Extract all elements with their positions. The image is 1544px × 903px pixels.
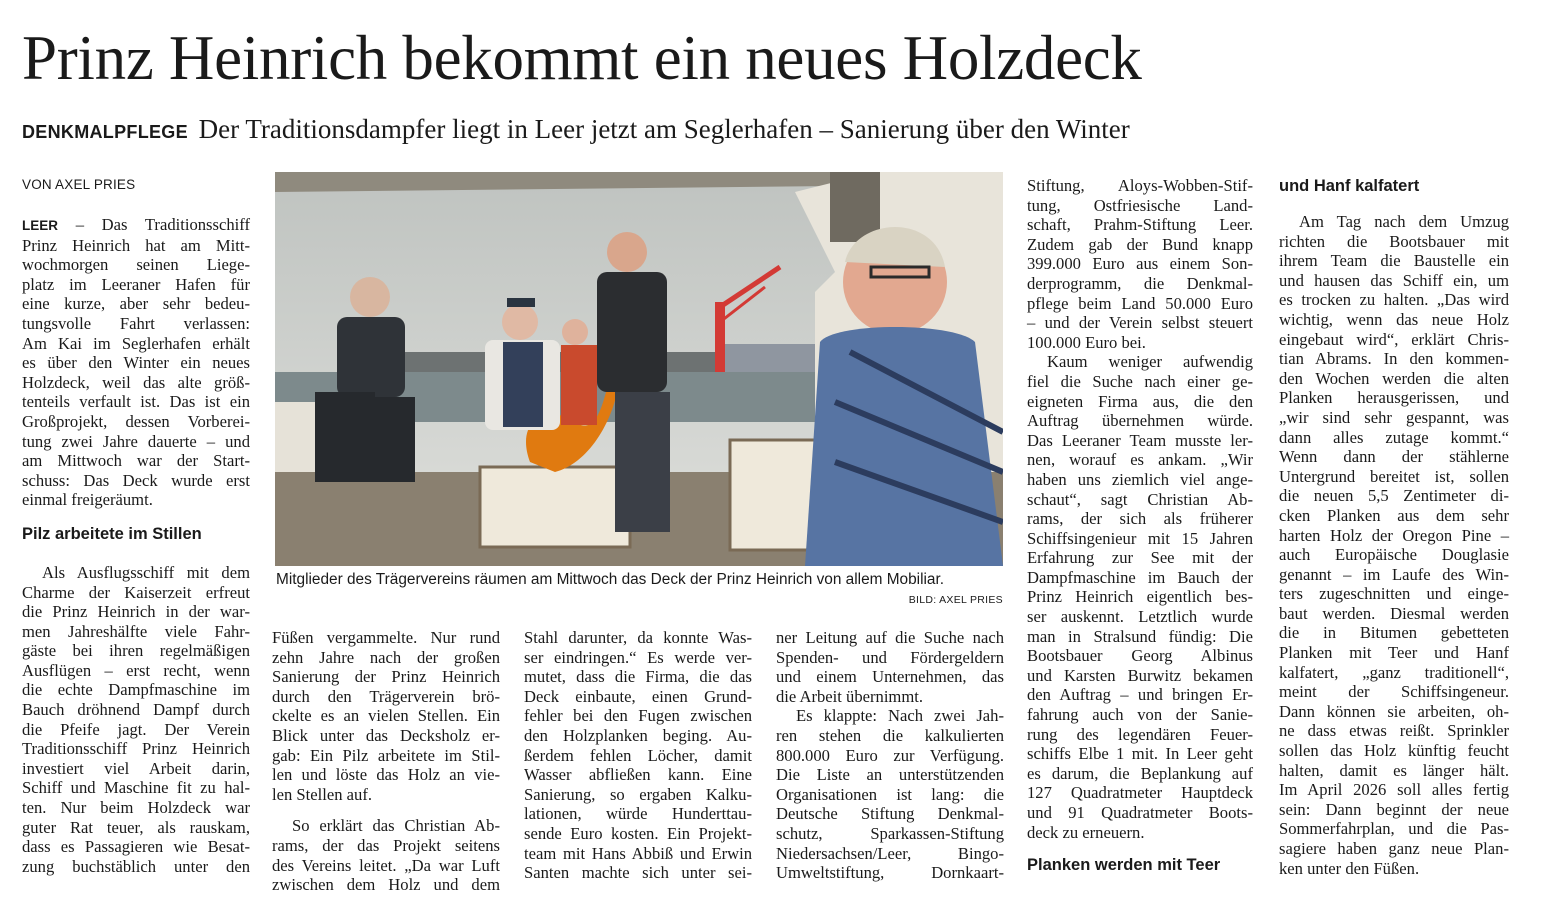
text-line: Dann können sie arbeiten, oh- — [1279, 701, 1509, 721]
dateline: LEER — [22, 218, 59, 233]
text-line: LEER – Das Traditionsschiff — [22, 215, 250, 234]
text-line: es über den Winter ein neues — [22, 353, 250, 373]
text-line: Sanierung der Prinz Heinrich — [272, 667, 500, 687]
text-line: die Prinz Heinrich in der war- — [22, 602, 250, 622]
text-line: Prinz Heinrich eigentlich bes- — [1027, 587, 1253, 607]
text-line: – und der Verein selbst steuert — [1027, 313, 1253, 333]
text-line: auch Europäische Douglasie — [1279, 545, 1509, 565]
text-line: investiert viel Arbeit darin, — [22, 758, 250, 778]
text-line: Santen machte sich unter sei- — [524, 863, 752, 883]
column-5 — [1027, 176, 1253, 875]
text-line: Deutsche Stiftung Denkmal- — [776, 804, 1004, 824]
text-line: cken Planken aus dem sehr — [1279, 505, 1509, 525]
text-line: Stiftung, Aloys-Wobben-Stif- — [1027, 176, 1253, 195]
text-line: die Arbeit übernimmt. — [776, 686, 924, 706]
text-line: eingebaut wird“, erklärt Chris- — [1279, 329, 1509, 349]
text-line: ken unter den Füßen. — [1279, 858, 1420, 878]
text-line: ser auskennt. Letztlich wurde — [1027, 607, 1253, 627]
text-line: Spenden- und Fördergeldern — [776, 647, 1004, 667]
text-line: rung des legendären Feuer- — [1027, 724, 1253, 744]
text-line: wichtig, wenn das neue Holz — [1279, 309, 1509, 329]
text-line: schiffs Elbe 1 mit. In Leer geht — [1027, 744, 1253, 764]
text-line: richten die Bootsbauer mit — [1279, 231, 1509, 251]
text-line: ters zugeschnitten und einge- — [1279, 584, 1509, 604]
text-line: zung buchstäblich unter den — [22, 856, 250, 876]
text-line: Kaum weniger aufwendig — [1047, 352, 1253, 372]
text-line: ßerdem fehlen Löcher, damit — [524, 745, 752, 765]
text-line: und Karsten Burwitz bekamen — [1027, 665, 1253, 685]
text-line: platz im Leeraner Hafen für — [22, 274, 250, 294]
text-line: eigneten Firma aus, die den — [1027, 391, 1253, 411]
text-line: tenteils verfault ist. Das ist ein — [22, 392, 250, 412]
text-line: harten Holz der Oregon Pine – — [1279, 525, 1509, 545]
text-line: pflege beim Land 50.000 Euro — [1027, 293, 1253, 313]
text-line: gab: Ein Pilz arbeitete im Stil- — [272, 745, 500, 765]
text-line: men Jahreshälfte viele Fahr- — [22, 621, 250, 641]
text-line: durch den Trägerverein brö- — [272, 686, 500, 706]
text-line: Niedersachsen/Leer, Bingo- — [776, 843, 1004, 863]
text-line: ser eindringen.“ Es werde ver- — [524, 647, 752, 667]
text-line: dann alles zutage kommt.“ — [1279, 427, 1509, 447]
text-line: rams, der das Projekt seitens — [272, 835, 500, 855]
text-line: sagiere haben ganz neue Plan- — [1279, 839, 1509, 858]
text-line: die neuen 5,5 Zentimeter di- — [1279, 486, 1509, 506]
text-line: sein: Dann beginnt der neue — [1279, 799, 1509, 819]
text-line: tung, Ostfriesische Land- — [1027, 195, 1253, 215]
text-line: ten. Nur beim Holzdeck war — [22, 798, 250, 818]
column-2 — [272, 628, 500, 895]
text-line: So erklärt das Christian Ab- — [292, 816, 500, 836]
text-line: tungsvolle Fahrt verlassen: — [22, 313, 250, 333]
text-line: wochmorgen seinen Liege- — [22, 255, 250, 275]
text-line: tung zwei Jahre dauerte – und — [22, 431, 250, 451]
text-line: sende Euro kosten. Ein Projekt- — [524, 823, 752, 843]
text-line: die Pfeife jagt. Der Verein — [22, 719, 250, 739]
subhead-planken: Planken werden mit Teer — [1027, 856, 1221, 875]
text-line: den Auftrag – und bringen Er- — [1027, 685, 1253, 705]
text-line: Sommerfahrplan, und die Pas- — [1279, 819, 1509, 839]
text-line: fahrung auch von der Sanie- — [1027, 705, 1253, 725]
text-line: genannt – im Laufe des Win- — [1279, 564, 1509, 584]
text-line: Auftrag übernehmen würde. — [1027, 411, 1253, 431]
text-line: mutet, dass die Firma, die das — [524, 667, 752, 687]
text-line: Planken mit Teer und Hanf — [1279, 643, 1509, 663]
photo-illustration — [275, 172, 1003, 566]
text-line: deck zu erneuern. — [1027, 822, 1145, 842]
text-line: ckelte es an vielen Stellen. Ein — [272, 706, 500, 726]
text-line: tian Abrams. In den kommen- — [1279, 349, 1509, 369]
kicker: DENKMALPFLEGE — [22, 122, 188, 142]
text-line: Erfahrung zur See mit der — [1027, 548, 1253, 568]
text-line: Stahl darunter, da konnte Was- — [524, 628, 752, 647]
text-line: Schiffsingenieur mit 15 Jahren — [1027, 528, 1253, 548]
text-line: gäste bei ihren regelmäßigen — [22, 641, 250, 661]
text-line: meint der Schiffsingeneur. — [1279, 682, 1509, 702]
text-line: Traditionsschiff Prinz Heinrich — [22, 739, 250, 759]
text-line: Das Leeraner Team musste ler- — [1027, 430, 1253, 450]
text-line: den Wochen werden die alten — [1279, 368, 1509, 388]
text-line: des Vereins leitet. „Da war Luft — [272, 855, 500, 875]
text-line: es darum, die Beplankung auf — [1027, 763, 1253, 783]
text-line: nen, worauf es ankam. „Wir — [1027, 450, 1253, 470]
text-line: Wasser abfließen kann. Eine — [524, 765, 752, 785]
text-line: 800.000 Euro zur Verfügung. — [776, 745, 1004, 765]
text-line: len und löste das Holz an vie- — [272, 765, 500, 785]
text-line: fehler bei den Fugen zwischen — [524, 706, 752, 726]
text-line: kalfatert, „ganz traditionell“, — [1279, 662, 1509, 682]
deck-box — [480, 467, 630, 547]
subheadline — [22, 112, 1522, 149]
text-line: Prinz Heinrich hat am Mitt- — [22, 235, 250, 255]
column-3 — [524, 628, 752, 883]
headline: Prinz Heinrich bekommt ein neues Holzdeck — [22, 23, 1142, 93]
text-line: len Stellen auf. — [272, 784, 372, 804]
text-line: Bootsbauer Georg Albinus — [1027, 646, 1253, 666]
text-line: derprogramm, die Denkmal- — [1027, 273, 1253, 293]
text-line: baut werden. Diesmal werden — [1279, 603, 1509, 623]
text-line: den Holzplanken beging. Au- — [524, 725, 752, 745]
text-line: die in Bitumen gebetteten — [1279, 623, 1509, 643]
text-line: Ausflügen – erst recht, wenn — [22, 660, 250, 680]
text-line: team mit Hans Abbiß und Erwin — [524, 843, 752, 863]
text-line: Charme der Kaiserzeit erfreut — [22, 582, 250, 602]
text-line: ner Leitung auf die Suche nach — [776, 628, 1004, 647]
text-line: fiel die Suche nach einer ge- — [1027, 371, 1253, 391]
text-line: Am Tag nach dem Umzug — [1299, 212, 1509, 231]
text-line: und 91 Quadratmeter Boots- — [1027, 803, 1253, 822]
text-line: es trocken zu halten. „Das wird — [1279, 290, 1509, 310]
subhead-hanf: und Hanf kalfatert — [1279, 177, 1420, 195]
text-line: lationen, würde Hunderttau- — [524, 804, 752, 824]
text-line: 399.000 Euro aus einem Son- — [1027, 254, 1253, 274]
text-line: zwischen dem Holz und dem — [272, 875, 500, 895]
text-line: 127 Quadratmeter Hauptdeck — [1027, 783, 1253, 803]
text-line: schuss: Das Deck wurde erst — [22, 470, 250, 490]
text-line: Es klappte: Nach zwei Jah- — [796, 706, 1004, 726]
text-line: und einem Unternehmen, das — [776, 667, 1004, 687]
text-line: Holzdeck, weil das alte größ- — [22, 372, 250, 392]
subheadline-text: Der Traditionsdampfer liegt in Leer jetzt am Seglerhafen – Sanierung über den Winter — [198, 114, 1130, 144]
text-line: Wenn dann der stählerne — [1279, 447, 1509, 467]
column-4 — [776, 628, 1004, 883]
text-line: schaft, Prahm-Stiftung Leer. — [1027, 215, 1253, 235]
text-line: Im April 2026 soll alles fertig — [1279, 780, 1509, 800]
deck-box-right — [730, 440, 820, 550]
text-line: Als Ausflugsschiff mit dem — [42, 562, 250, 582]
text-line: schaut“, sagt Christian Ab- — [1027, 489, 1253, 509]
text-line: rams, der sich als früherer — [1027, 509, 1253, 529]
text-line: die echte Dampfmaschine im — [22, 680, 250, 700]
text-line: sollen das Holz künftig feucht — [1279, 741, 1509, 761]
text-line: Untergrund bereitet ist, sollen — [1279, 466, 1509, 486]
text-line: „wir sind sehr gespannt, was — [1279, 407, 1509, 427]
column-1 — [22, 215, 250, 876]
text-line: Blick unter das Decksholz er- — [272, 725, 500, 745]
text-line: Die Liste an unterstützenden — [776, 765, 1004, 785]
text-line: eine kurze, aber sehr bedeu- — [22, 294, 250, 314]
text-line: ren stehen die kalkulierten — [776, 725, 1004, 745]
photo-caption: Mitglieder des Trägervereins räumen am Mittwoch das Deck der Prinz Heinrich von allem Mobiliar. — [276, 571, 945, 588]
text-line: haben uns ziemlich viel ange- — [1027, 469, 1253, 489]
text-line: Schiff und Maschine fit zu hal- — [22, 778, 250, 798]
text-line: Planken herausgerissen, und — [1279, 388, 1509, 408]
article-photo — [275, 172, 1003, 566]
text-line: Dampfmaschine im Bauch der — [1027, 567, 1253, 587]
text-line: man in Stralsund fündig: Die — [1027, 626, 1253, 646]
text-line: dass es Passagieren wie Besat- — [22, 837, 250, 857]
text-line: Am Kai im Seglerhafen erhält — [22, 333, 250, 353]
text-line: und hausen das Schiff ein, um — [1279, 270, 1509, 290]
text-line: einmal freigeräumt. — [22, 490, 153, 510]
text-line: Zudem gab der Bund knapp — [1027, 234, 1253, 254]
text-line: Füßen vergammelte. Nur rund — [272, 628, 500, 647]
text-line: guter Rat teuer, als rauskam, — [22, 817, 250, 837]
text-line: ne dass etwas reißt. Sprinkler — [1279, 721, 1509, 741]
text-line: halten, damit es länger hält. — [1279, 760, 1509, 780]
text-line: Bauch dröhnend Dampf durch — [22, 700, 250, 720]
text-line: Organisationen ist lang: die — [776, 784, 1004, 804]
column-6 — [1279, 176, 1509, 878]
text-line: Sanierung, so ergaben Kalku- — [524, 784, 752, 804]
photo-credit: BILD: AXEL PRIES — [908, 594, 1003, 606]
text-line: ihrem Team die Baustelle ein — [1279, 251, 1509, 271]
text-line: schutz, Sparkassen-Stiftung — [776, 823, 1004, 843]
byline: VON AXEL PRIES — [22, 177, 136, 192]
text-line: zehn Jahre nach der großen — [272, 647, 500, 667]
text-line: am Mittwoch war der Start- — [22, 451, 250, 471]
text-line: Deck einbaute, einen Grund- — [524, 686, 752, 706]
text-line: Großprojekt, dessen Vorberei- — [22, 411, 250, 431]
subhead-pilz: Pilz arbeitete im Stillen — [22, 524, 202, 543]
text-line: 100.000 Euro bei. — [1027, 332, 1146, 352]
text-line: Umweltstiftung, Dornkaart- — [776, 863, 1004, 883]
